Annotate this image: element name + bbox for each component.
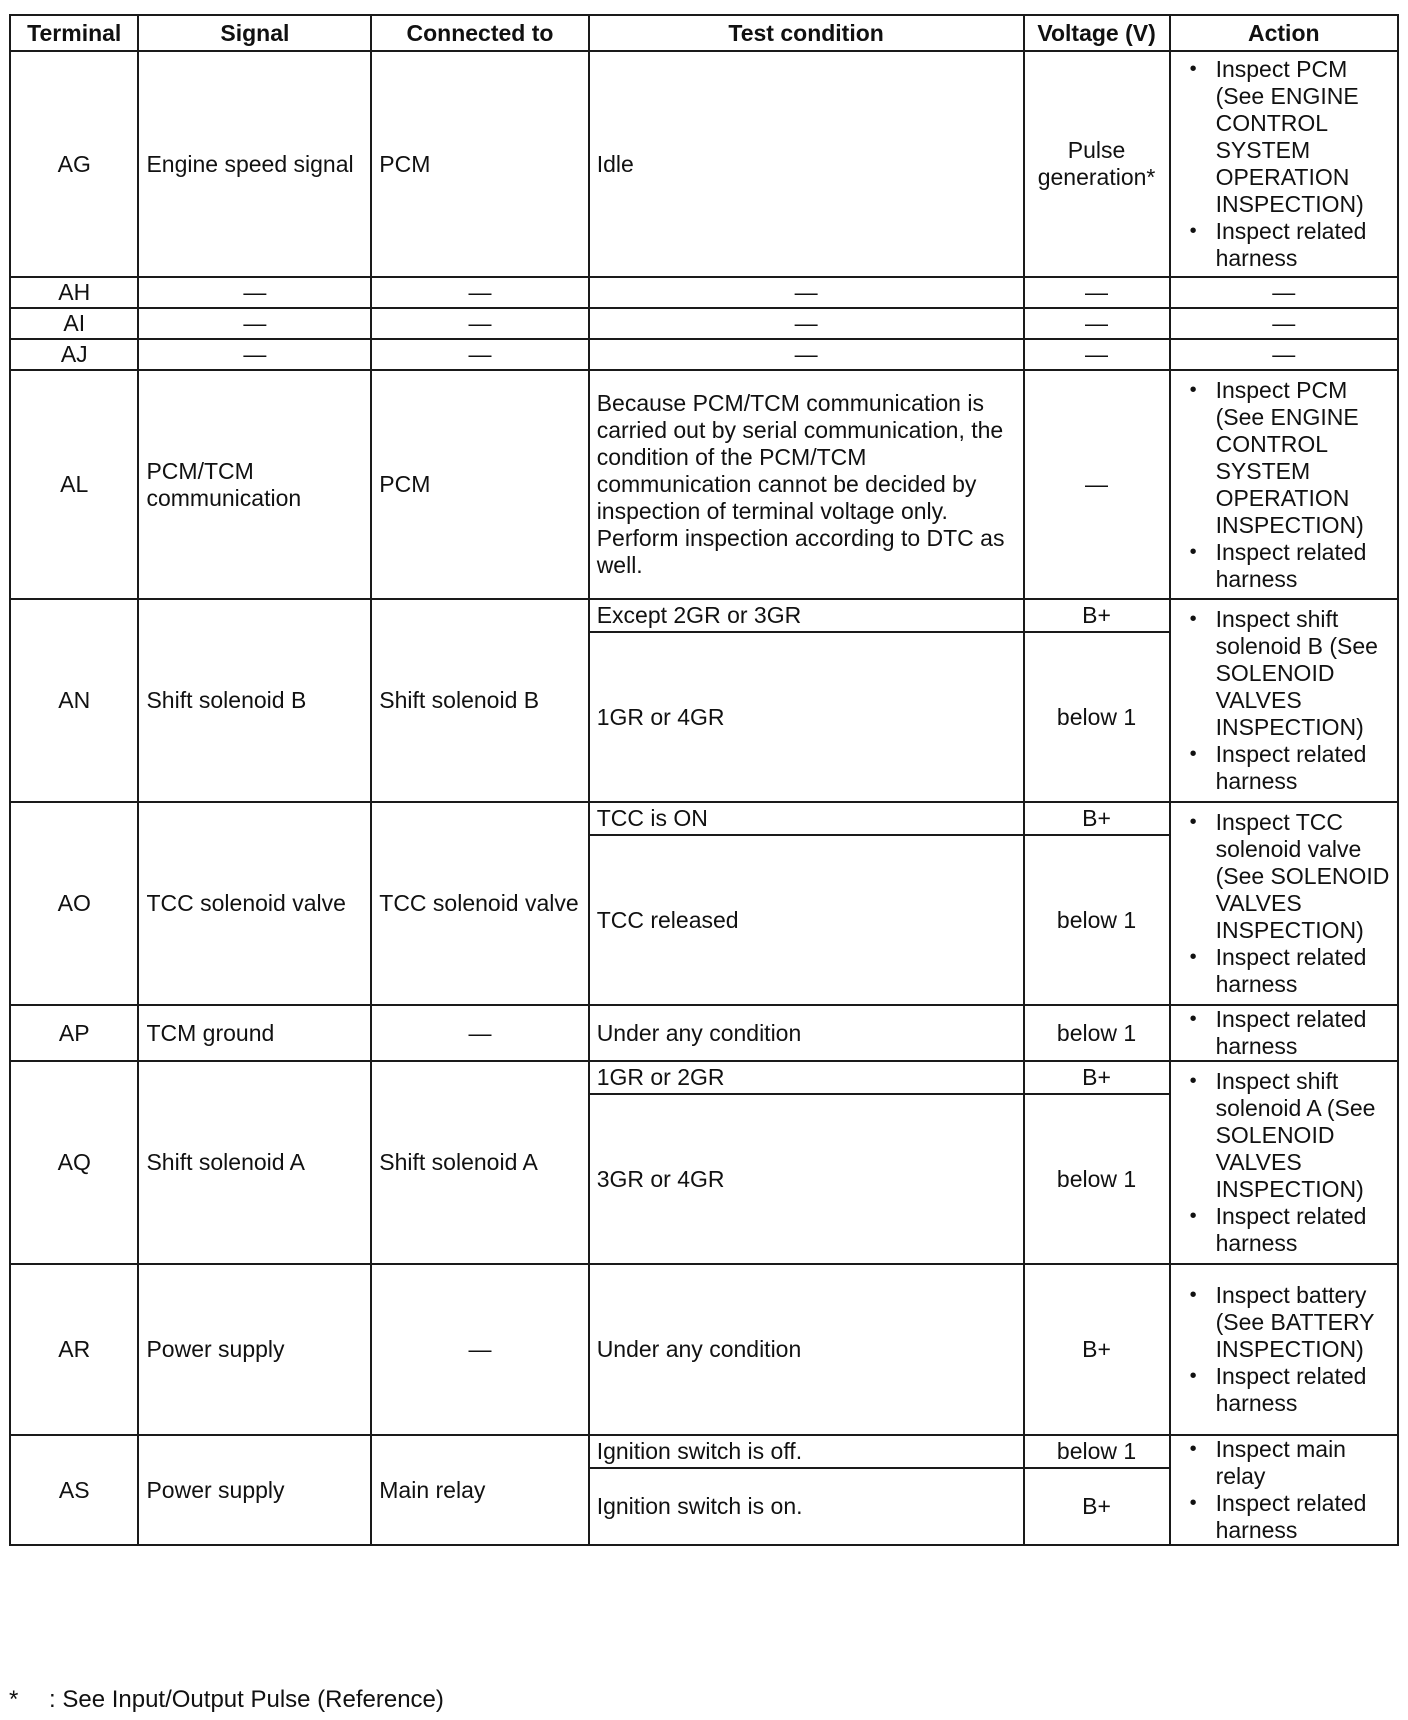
bullet-icon: • <box>1189 608 1197 630</box>
bullet-icon: • <box>1189 1008 1197 1030</box>
connected-cell: PCM <box>371 51 588 277</box>
action-cell <box>1170 1264 1398 1435</box>
footnote-text: : See Input/Output Pulse (Reference) <box>49 1686 444 1713</box>
condition-cell: Under any condition <box>589 1264 1024 1435</box>
bullet-icon: • <box>1189 1284 1197 1306</box>
condition-cell: Ignition switch is on. <box>589 1468 1024 1545</box>
action-text: Inspect shift solenoid B (See SOLENOID VALVES INSPECTION) <box>1215 606 1378 740</box>
terminal-cell: AL <box>10 370 138 599</box>
action-cell <box>1170 802 1398 1005</box>
action-cell <box>1170 51 1398 277</box>
voltage-cell: — <box>1024 277 1170 308</box>
voltage-cell: below 1 <box>1024 835 1170 1005</box>
table-row-as <box>10 1435 1398 1468</box>
voltage-cell: below 1 <box>1024 1094 1170 1264</box>
table-row-aj <box>10 339 1398 370</box>
condition-cell: Because PCM/TCM communication is carried out by serial communication, the condition of the PCM/TCM communication cannot be decided by inspection of terminal voltage only. Perform inspection according to DTC as well. <box>589 370 1024 599</box>
action-text: Inspect related harness <box>1215 1363 1367 1416</box>
voltage-cell: Pulse generation* <box>1024 51 1170 277</box>
terminal-voltage-table <box>9 14 1399 1546</box>
footnote <box>9 1686 444 1714</box>
signal-cell: Power supply <box>138 1264 371 1435</box>
action-item <box>1178 741 1390 795</box>
header-action: Action <box>1170 15 1398 51</box>
bullet-icon: • <box>1189 1492 1197 1514</box>
connected-cell: Shift solenoid B <box>371 599 588 802</box>
connected-cell: Main relay <box>371 1435 588 1545</box>
action-item <box>1178 1490 1390 1544</box>
signal-cell: Shift solenoid A <box>138 1061 371 1264</box>
action-text: Inspect battery (See BATTERY INSPECTION) <box>1215 1282 1375 1362</box>
table-row-ah <box>10 277 1398 308</box>
action-cell: — <box>1170 339 1398 370</box>
header-test-condition: Test condition <box>589 15 1024 51</box>
condition-cell: Except 2GR or 3GR <box>589 599 1024 632</box>
bullet-icon: • <box>1189 378 1197 401</box>
bullet-icon: • <box>1189 946 1197 968</box>
header-signal: Signal <box>138 15 371 51</box>
voltage-cell: B+ <box>1024 1468 1170 1545</box>
condition-cell: — <box>589 277 1024 308</box>
signal-cell: — <box>138 277 371 308</box>
condition-cell: 1GR or 4GR <box>589 632 1024 802</box>
table-row-ai <box>10 308 1398 339</box>
connected-cell: TCC solenoid valve <box>371 802 588 1005</box>
signal-cell: TCM ground <box>138 1005 371 1061</box>
action-text: Inspect related harness <box>1215 1006 1367 1059</box>
table-row-al <box>10 370 1398 599</box>
voltage-cell: — <box>1024 339 1170 370</box>
condition-cell: Idle <box>589 51 1024 277</box>
terminal-cell: AO <box>10 802 138 1005</box>
action-text: Inspect related harness <box>1215 944 1367 997</box>
signal-cell: TCC solenoid valve <box>138 802 371 1005</box>
connected-cell: — <box>371 1264 588 1435</box>
action-item <box>1178 1363 1390 1417</box>
bullet-icon: • <box>1189 220 1197 242</box>
action-text: Inspect TCC solenoid valve (See SOLENOID VALVES INSPECTION) <box>1215 809 1390 943</box>
action-text: Inspect related harness <box>1215 741 1367 794</box>
bullet-icon: • <box>1189 1438 1197 1460</box>
action-text: Inspect related harness <box>1215 1203 1367 1256</box>
condition-cell: Under any condition <box>589 1005 1024 1061</box>
voltage-cell: — <box>1024 370 1170 599</box>
bullet-icon: • <box>1189 540 1197 563</box>
table-row-aq <box>10 1061 1398 1094</box>
action-item <box>1178 539 1390 593</box>
terminal-cell: AG <box>10 51 138 277</box>
connected-cell: — <box>371 277 588 308</box>
action-cell <box>1170 1435 1398 1545</box>
signal-cell: — <box>138 339 371 370</box>
action-item <box>1178 944 1390 998</box>
bullet-icon: • <box>1189 811 1197 833</box>
action-item <box>1178 56 1390 218</box>
terminal-cell: AQ <box>10 1061 138 1264</box>
header-voltage: Voltage (V) <box>1024 15 1170 51</box>
action-text: Inspect related harness <box>1215 538 1367 592</box>
bullet-icon: • <box>1189 1365 1197 1387</box>
header-connected-to: Connected to <box>371 15 588 51</box>
action-text: Inspect PCM (See ENGINE CONTROL SYSTEM OPERATION INSPECTION) <box>1215 56 1364 217</box>
connected-cell: PCM <box>371 370 588 599</box>
action-text: Inspect related harness <box>1215 1490 1367 1543</box>
action-item <box>1178 1203 1390 1257</box>
action-item <box>1178 1282 1390 1363</box>
signal-cell: Engine speed signal <box>138 51 371 277</box>
footnote-mark: * <box>9 1686 19 1713</box>
table-row-ap <box>10 1005 1398 1061</box>
connected-cell: Shift solenoid A <box>371 1061 588 1264</box>
condition-cell: — <box>589 339 1024 370</box>
bullet-icon: • <box>1189 1070 1197 1092</box>
connected-cell: — <box>371 1005 588 1061</box>
bullet-icon: • <box>1189 743 1197 765</box>
terminal-cell: AH <box>10 277 138 308</box>
action-item <box>1178 1068 1390 1203</box>
table-row-ao <box>10 802 1398 835</box>
action-cell <box>1170 599 1398 802</box>
voltage-cell: below 1 <box>1024 1435 1170 1468</box>
condition-cell: Ignition switch is off. <box>589 1435 1024 1468</box>
table-row-an <box>10 599 1398 632</box>
signal-cell: Shift solenoid B <box>138 599 371 802</box>
bullet-icon: • <box>1189 58 1197 80</box>
action-text: Inspect main relay <box>1215 1436 1346 1489</box>
action-item <box>1178 218 1390 272</box>
terminal-voltage-document <box>9 14 1399 1546</box>
action-cell <box>1170 1005 1398 1061</box>
connected-cell: — <box>371 339 588 370</box>
signal-cell: PCM/TCM communication <box>138 370 371 599</box>
condition-cell: TCC is ON <box>589 802 1024 835</box>
action-item <box>1178 1436 1390 1490</box>
voltage-cell: B+ <box>1024 599 1170 632</box>
voltage-cell: B+ <box>1024 1264 1170 1435</box>
voltage-cell: below 1 <box>1024 632 1170 802</box>
table-row-ag <box>10 51 1398 277</box>
terminal-cell: AS <box>10 1435 138 1545</box>
action-item <box>1178 1006 1390 1060</box>
voltage-cell: below 1 <box>1024 1005 1170 1061</box>
action-item <box>1178 809 1390 944</box>
terminal-cell: AI <box>10 308 138 339</box>
action-item <box>1178 377 1390 539</box>
voltage-cell: — <box>1024 308 1170 339</box>
action-text: Inspect PCM (See ENGINE CONTROL SYSTEM OPERATION INSPECTION) <box>1215 376 1364 538</box>
voltage-cell: B+ <box>1024 1061 1170 1094</box>
action-cell <box>1170 370 1398 599</box>
terminal-cell: AJ <box>10 339 138 370</box>
bullet-icon: • <box>1189 1205 1197 1227</box>
action-text: Inspect related harness <box>1215 218 1367 271</box>
table-header-row <box>10 15 1398 51</box>
signal-cell: — <box>138 308 371 339</box>
action-cell: — <box>1170 308 1398 339</box>
table-row-ar <box>10 1264 1398 1435</box>
action-text: Inspect shift solenoid A (See SOLENOID VALVES INSPECTION) <box>1215 1068 1376 1202</box>
signal-cell: Power supply <box>138 1435 371 1545</box>
header-terminal: Terminal <box>10 15 138 51</box>
condition-cell: 3GR or 4GR <box>589 1094 1024 1264</box>
action-item <box>1178 606 1390 741</box>
connected-cell: — <box>371 308 588 339</box>
terminal-cell: AN <box>10 599 138 802</box>
terminal-cell: AR <box>10 1264 138 1435</box>
action-cell: — <box>1170 277 1398 308</box>
voltage-cell: B+ <box>1024 802 1170 835</box>
terminal-cell: AP <box>10 1005 138 1061</box>
condition-cell: TCC released <box>589 835 1024 1005</box>
condition-cell: — <box>589 308 1024 339</box>
action-cell <box>1170 1061 1398 1264</box>
condition-cell: 1GR or 2GR <box>589 1061 1024 1094</box>
